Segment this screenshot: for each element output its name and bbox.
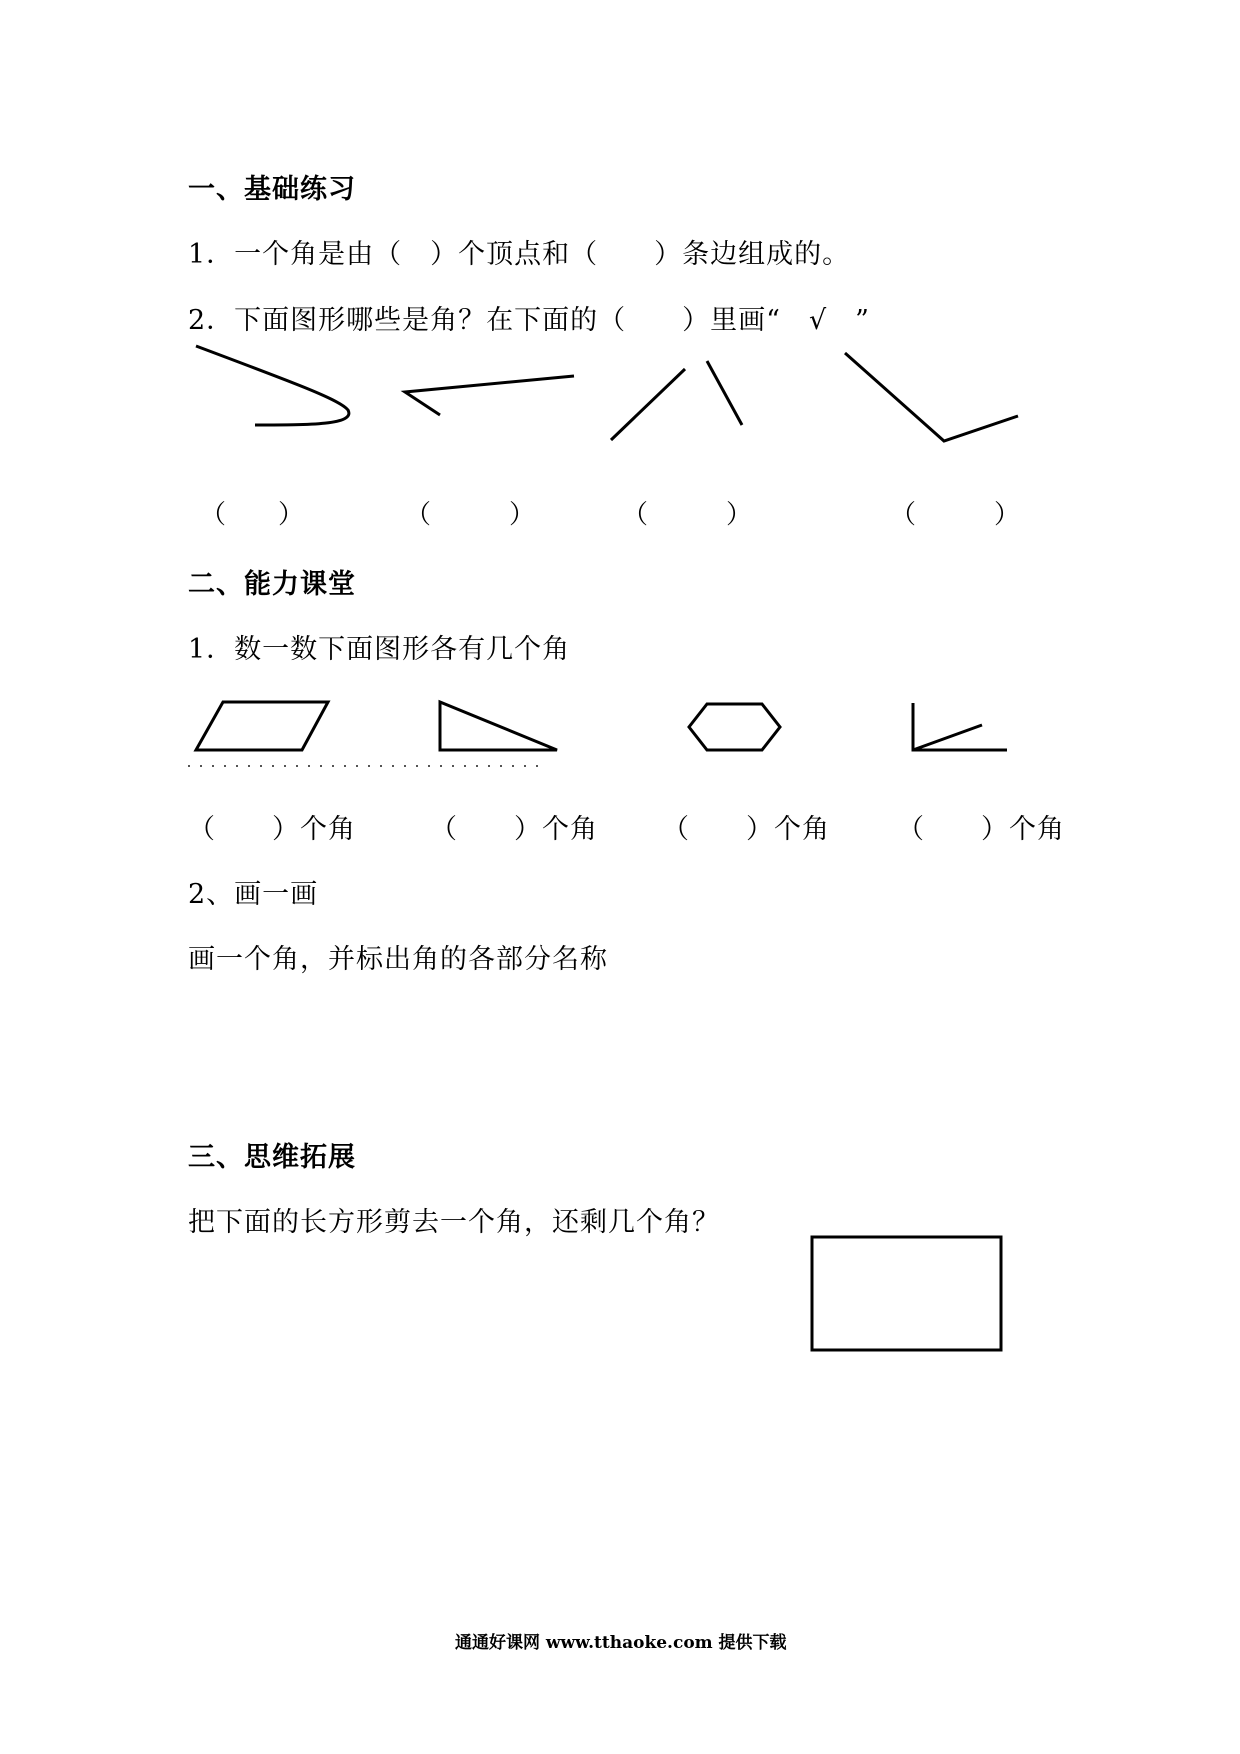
section1-heading: 一、基础练习 [188, 174, 356, 205]
answer-blank-3[interactable]: （ ） [622, 500, 753, 530]
section2-question-2-title: 2、画一画 [188, 879, 319, 910]
count-answer-3[interactable]: （ ）个角 [662, 814, 830, 845]
count-answer-2[interactable]: （ ）个角 [430, 814, 598, 845]
section1-question-2: 2．下面图形哪些是角？在下面的（ ）里画“ √ ” [188, 305, 870, 336]
section1-question-1: 1．一个角是由（ ）个顶点和（ ）条边组成的。 [188, 239, 851, 270]
count-answer-1[interactable]: （ ）个角 [188, 814, 356, 845]
section2-heading: 二、能力课堂 [188, 569, 356, 600]
answer-blank-1[interactable]: （ ） [200, 500, 305, 530]
section2-question-2-text: 画一个角，并标出角的各部分名称 [188, 944, 608, 975]
section2-question-1: 1．数一数下面图形各有几个角 [188, 634, 571, 665]
answer-blank-4[interactable]: （ ） [890, 500, 1021, 530]
figure-rectangle [812, 1237, 1001, 1350]
section3-question: 把下面的长方形剪去一个角，还剩几个角？ [188, 1207, 720, 1238]
section3-heading: 三、思维拓展 [188, 1142, 356, 1173]
footer-credit: 通通好课网 www.tthaoke.com 提供下载 [455, 1633, 787, 1653]
count-answer-4[interactable]: （ ）个角 [897, 814, 1065, 845]
answer-blank-2[interactable]: （ ） [405, 500, 536, 530]
